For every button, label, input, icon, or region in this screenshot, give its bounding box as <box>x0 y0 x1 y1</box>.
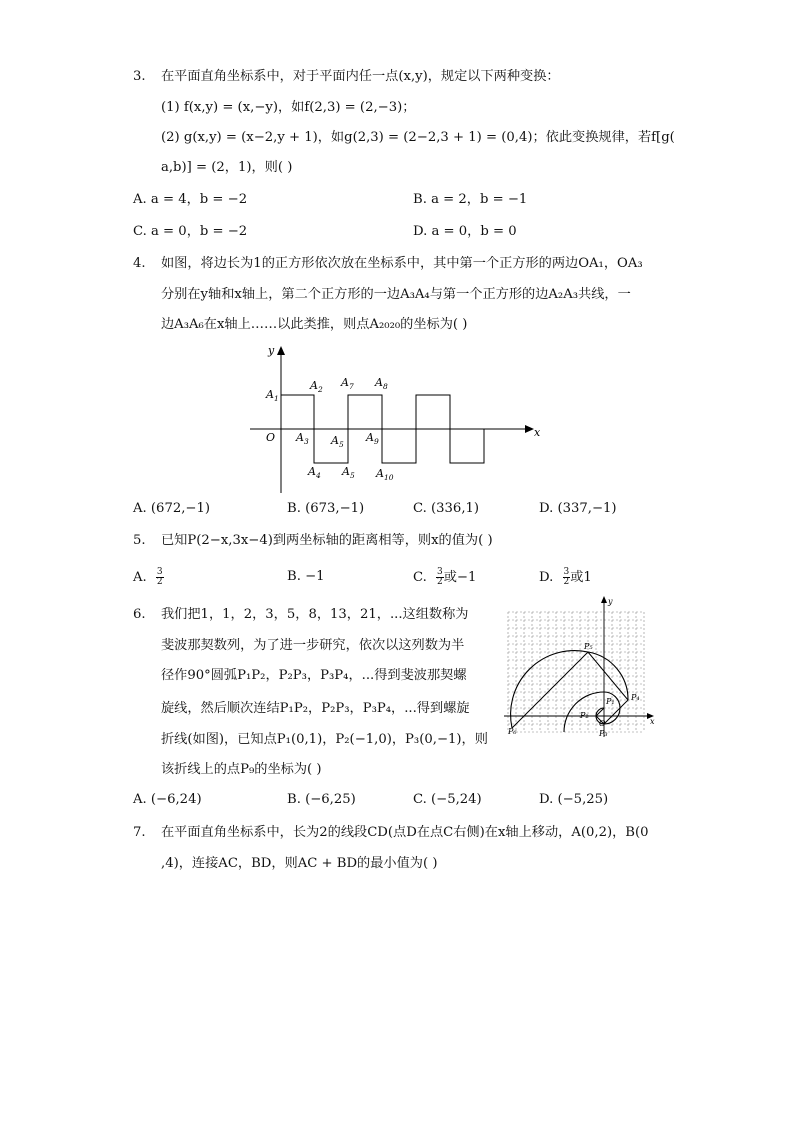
q6-option-a[interactable]: A. (−6,24) <box>133 792 202 807</box>
q4-label-y: y <box>268 344 275 357</box>
q7-line-1: 在平面直角坐标系中，长为2的线段CD(点D在点C右侧)在x轴上移动，A(0,2)，B(0 <box>161 825 649 840</box>
q3-option-a[interactable]: A. a = 4，b = −2 <box>133 192 248 207</box>
q5-option-c-fraction: $\frac{3}{2}$ <box>437 567 443 587</box>
q6-figure-fibonacci-spiral <box>498 592 664 742</box>
q3-number: 3. <box>133 69 146 84</box>
q3-line-3: (2) g(x,y) = (x−2,y + 1)，如g(2,3) = (2−2,3 + 1) = (0,4)；依此变换规律，若f[g( <box>161 130 675 145</box>
q3-option-c[interactable]: C. a = 0，b = −2 <box>133 224 248 239</box>
q4-figure-square-wave <box>240 338 550 498</box>
q4-label-a9: A <box>366 431 374 444</box>
q4-line-2: 分别在y轴和x轴上，第二个正方形的一边A₃A₄与第一个正方形的边A₂A₃共线，一 <box>161 287 631 302</box>
q5-option-d-fraction: $\frac{3}{2}$ <box>563 567 570 587</box>
q5-option-b[interactable]: B. −1 <box>287 569 325 584</box>
q4-label-a5-upper-sub: 5 <box>339 440 344 449</box>
q6-label-p1: P₁ <box>606 697 615 706</box>
q6-spiral-polyline <box>512 652 628 728</box>
q6-line-5: 折线(如图)，已知点P₁(0,1)，P₂(−1,0)，P₃(0,−1)，则 <box>161 732 488 747</box>
q6-label-p5: P₅ <box>584 642 593 651</box>
q4-label-a5-upper: A <box>331 434 339 447</box>
q5-number: 5. <box>133 533 146 548</box>
q4-option-b[interactable]: B. (673,−1) <box>287 501 365 516</box>
q5-option-d[interactable] <box>539 568 592 587</box>
q4-label-a1: A <box>266 388 274 401</box>
q5-option-c-letter: C. <box>413 570 427 585</box>
q5-line: 已知P(2−x,3x−4)到两坐标轴的距离相等，则x的值为( ) <box>161 533 493 548</box>
q5-option-d-letter: D. <box>539 570 554 585</box>
q6-label-p4: P₄ <box>631 693 640 702</box>
q6-label-p6: P₆ <box>508 727 517 736</box>
q4-label-a8: A <box>375 376 383 389</box>
q4-line-1: 如图，将边长为1的正方形依次放在坐标系中，其中第一个正方形的两边OA₁，OA₃ <box>161 256 643 271</box>
q5-option-c[interactable] <box>413 568 476 587</box>
q4-label-a7-sub: 7 <box>349 382 354 391</box>
q4-label-a3: A <box>296 431 304 444</box>
q4-label-a4: A <box>308 465 316 478</box>
q3-option-d[interactable]: D. a = 0，b = 0 <box>413 224 517 239</box>
q4-label-a3-sub: 3 <box>304 437 309 446</box>
q5-option-d-tail: 或1 <box>570 570 592 585</box>
q5-option-a-letter: A. <box>133 570 147 585</box>
q6-line-6: 该折线上的点P₉的坐标为( ) <box>161 762 322 777</box>
q4-option-c[interactable]: C. (336,1) <box>413 501 480 516</box>
q4-label-a2-sub: 2 <box>318 385 323 394</box>
q4-option-d[interactable]: D. (337,−1) <box>539 501 617 516</box>
q6-option-c[interactable]: C. (−5,24) <box>413 792 482 807</box>
q4-y-axis-arrow <box>277 346 285 355</box>
q4-label-a10: A <box>376 467 384 480</box>
q3-line-2: (1) f(x,y) = (x,−y)，如f(2,3) = (2,−3)； <box>161 100 416 115</box>
q3-option-b[interactable]: B. a = 2，b = −1 <box>413 192 528 207</box>
q6-label-p3: P₃ <box>599 729 608 738</box>
q4-label-a8-sub: 8 <box>383 382 388 391</box>
q6-number: 6. <box>133 607 146 622</box>
q4-label-a2: A <box>310 379 318 392</box>
q4-label-a5-lower-sub: 5 <box>350 471 355 480</box>
q6-option-b[interactable]: B. (−6,25) <box>287 792 356 807</box>
q4-label-a4-sub: 4 <box>316 471 321 480</box>
q6-option-d[interactable]: D. (−5,25) <box>539 792 609 807</box>
q4-label-a1-sub: 1 <box>274 394 279 403</box>
q6-label-p2: P₂ <box>580 711 589 720</box>
q4-label-a10-sub: 10 <box>384 473 394 482</box>
q4-option-a[interactable]: A. (672,−1) <box>133 501 211 516</box>
q7-line-2: ,4)，连接AC，BD，则AC + BD的最小值为( ) <box>161 856 438 871</box>
q4-label-origin: O <box>266 431 276 444</box>
q6-y-axis-arrow <box>601 596 607 603</box>
q6-line-3: 径作90°圆弧P₁P₂，P₂P₃，P₃P₄，...得到斐波那契螺 <box>161 668 467 683</box>
q3-line-1: 在平面直角坐标系中，对于平面内任一点(x,y)，规定以下两种变换： <box>161 69 560 84</box>
q4-label-a7: A <box>341 376 349 389</box>
q6-line-1: 我们把1，1，2，3，5，8，13，21，...这组数称为 <box>161 607 469 622</box>
q4-label-a9-sub: 9 <box>374 437 379 446</box>
q5-option-a-fraction: $\frac{3}{2}$ <box>156 567 163 587</box>
q5-option-a[interactable] <box>133 568 164 587</box>
q6-label-origin: O <box>599 719 606 728</box>
q4-x-axis-arrow <box>525 425 534 433</box>
q4-number: 4. <box>133 256 146 271</box>
q7-number: 7. <box>133 825 146 840</box>
q4-line-3: 边A₃A₆在x轴上……以此类推，则点A₂₀₂₀的坐标为( ) <box>161 317 468 332</box>
q3-line-4: a,b)] = (2，1)，则( ) <box>161 160 293 175</box>
q4-label-a5-lower: A <box>342 465 350 478</box>
q5-option-c-tail: 或−1 <box>443 570 477 585</box>
q6-label-x: x <box>650 717 655 726</box>
q6-line-2: 斐波那契数列，为了进一步研究，依次以这列数为半 <box>161 638 465 653</box>
q6-grid <box>508 612 644 732</box>
q4-label-x: x <box>534 426 541 439</box>
q6-label-y: y <box>608 597 613 606</box>
q6-line-4: 旋线，然后顺次连结P₁P₂，P₂P₃，P₃P₄，...得到螺旋 <box>161 701 470 716</box>
